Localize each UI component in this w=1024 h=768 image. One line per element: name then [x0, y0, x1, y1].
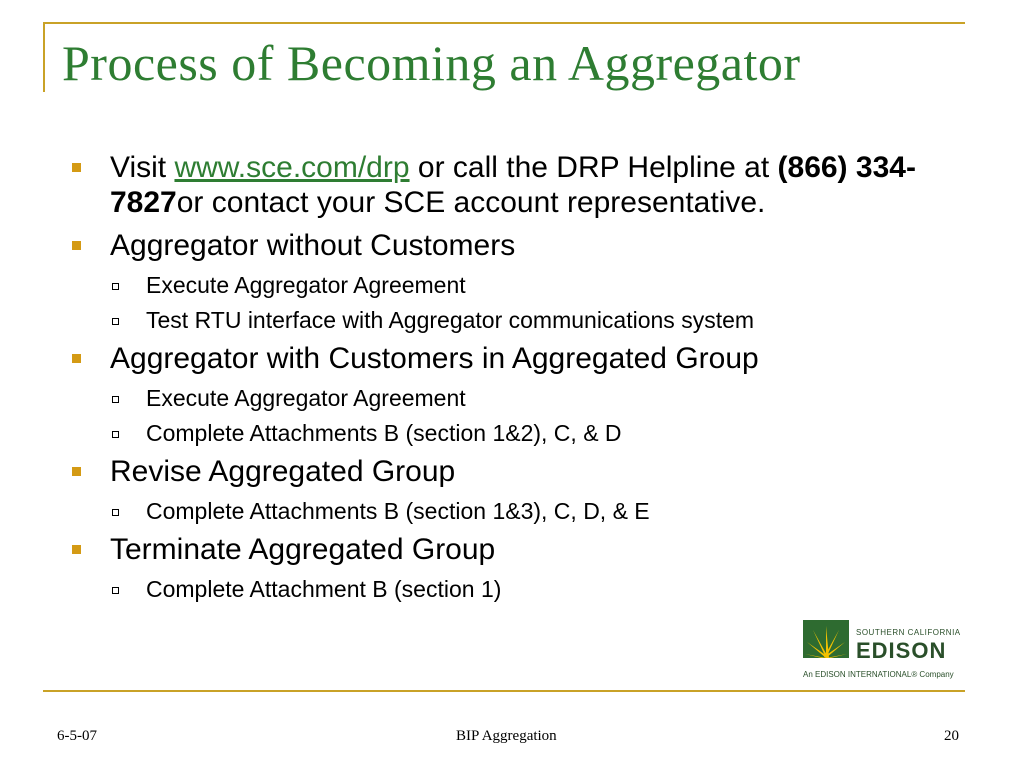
sub-bullet-item [72, 306, 952, 334]
title-frame-horizontal [43, 22, 965, 24]
square-bullet-icon [72, 467, 81, 476]
bullet-label: Revise Aggregated Group [110, 455, 456, 488]
logo-tagline: An EDISON INTERNATIONAL® Company [803, 670, 954, 679]
footer-title: BIP Aggregation [456, 728, 557, 744]
bullet-item [72, 228, 952, 263]
sub-bullet-label: Complete Attachments B (section 1&2), C, & D [146, 420, 622, 446]
hollow-square-bullet-icon [112, 509, 119, 516]
title-frame-vertical [43, 22, 45, 92]
footer-divider [43, 690, 965, 692]
sub-bullet-item [72, 384, 952, 412]
bullet-item [72, 532, 952, 567]
square-bullet-icon [72, 163, 81, 172]
square-bullet-icon [72, 354, 81, 363]
sub-bullet-label: Complete Attachment B (section 1) [146, 576, 502, 602]
square-bullet-icon [72, 241, 81, 250]
bullet-label: Terminate Aggregated Group [110, 533, 496, 566]
logo-subtitle: SOUTHERN CALIFORNIA [856, 628, 961, 637]
helpline-phone: (866) 334-7827 [110, 151, 916, 219]
bullet-label: Aggregator without Customers [110, 229, 516, 262]
sub-bullet-label: Test RTU interface with Aggregator communications system [146, 307, 755, 333]
sunburst-icon [803, 620, 849, 666]
sub-bullet-label: Execute Aggregator Agreement [146, 272, 466, 298]
sub-bullet-label: Complete Attachments B (section 1&3), C, D, & E [146, 498, 650, 524]
bullet-list [72, 150, 952, 610]
sub-bullet-item [72, 497, 952, 525]
hollow-square-bullet-icon [112, 587, 119, 594]
bullet-label: Aggregator with Customers in Aggregated Group [110, 342, 759, 375]
footer-date: 6-5-07 [57, 728, 97, 744]
drp-link[interactable]: www.sce.com/drp [174, 151, 410, 184]
slide-title: Process of Becoming an Aggregator [62, 35, 801, 91]
hollow-square-bullet-icon [112, 396, 119, 403]
intro-prefix: Visit [110, 151, 175, 184]
hollow-square-bullet-icon [112, 318, 119, 325]
hollow-square-bullet-icon [112, 431, 119, 438]
sub-bullet-item [72, 575, 952, 603]
sub-bullet-item [72, 419, 952, 447]
intro-suffix: or contact your SCE account representative. [176, 186, 766, 219]
logo-wordmark: EDISON [856, 638, 947, 663]
bullet-item [72, 341, 952, 376]
square-bullet-icon [72, 545, 81, 554]
hollow-square-bullet-icon [112, 283, 119, 290]
bullet-item-intro [72, 150, 952, 220]
edison-logo [803, 620, 963, 682]
intro-middle: or call the DRP Helpline at [409, 151, 778, 184]
page-number: 20 [944, 728, 959, 744]
bullet-item [72, 454, 952, 489]
sub-bullet-label: Execute Aggregator Agreement [146, 385, 466, 411]
sub-bullet-item [72, 271, 952, 299]
